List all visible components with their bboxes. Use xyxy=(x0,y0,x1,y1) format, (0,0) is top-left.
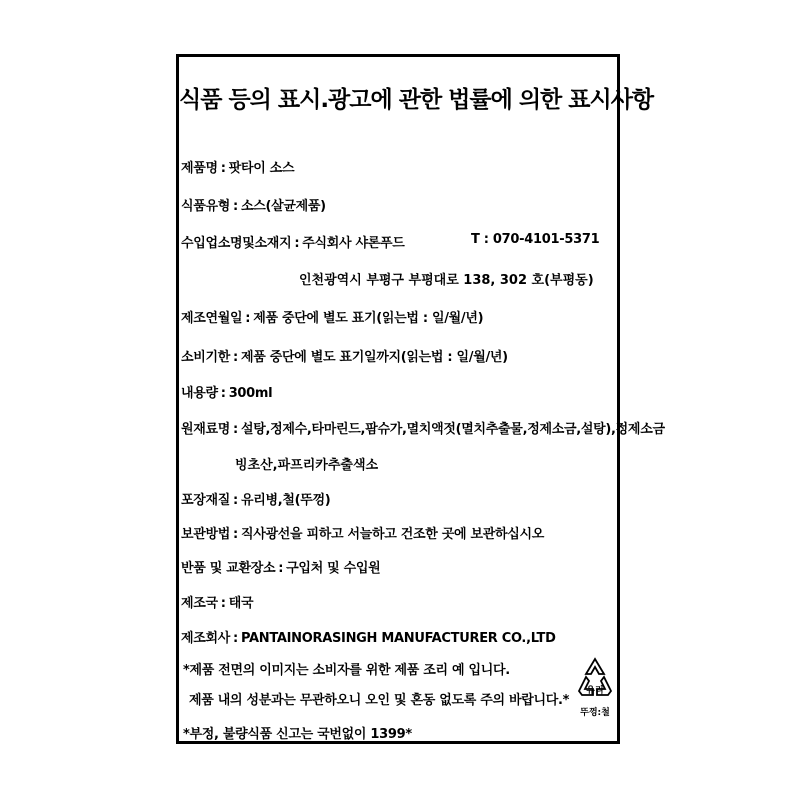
ingredients-value-continued: 빙초산,파프리카추출색소 xyxy=(235,458,379,473)
recycle-mark xyxy=(571,655,619,719)
returns-value: 구입처 및 수입원 xyxy=(286,561,381,576)
importer-phone: T : 070-4101-5371 xyxy=(471,232,600,247)
recycle-bottom-text: 뚜껑:철 xyxy=(580,708,610,718)
origin-row: 제조국 : 태국 xyxy=(181,596,254,611)
manufacturer-value: PANTAINORASINGH MANUFACTURER CO.,LTD xyxy=(240,631,556,646)
origin-label: 제조국 xyxy=(181,596,218,611)
food-label xyxy=(176,54,665,744)
volume-value: 300ml xyxy=(228,386,273,401)
importer-address: 인천광역시 부평구 부평대로 138, 302 호(부평동) xyxy=(299,273,594,288)
packaging-row: 포장재질 : 유리병,철(뚜껑) xyxy=(181,493,331,508)
ingredients-row: 원재료명 : 설탕,정제수,타마린드,팜슈가,멸치액젓(멸치추출물,정제소금,설탕),정제소금 xyxy=(181,422,665,437)
recycle-top-text: 유리 xyxy=(586,686,604,696)
storage-row: 보관방법 : 직사광선을 피하고 서늘하고 건조한 곳에 보관하십시오 xyxy=(181,527,545,542)
expiry-row: 소비기한 : 제품 중단에 별도 표기일까지(읽는법 : 일/월/년) xyxy=(181,350,508,365)
product-name-value: 팟타이 소스 xyxy=(228,161,295,176)
importer-value: 주식회사 샤론푸드 xyxy=(302,236,405,251)
importer-row: 수입업소명및소재지 : 주식회사 샤론푸드 T : 070-4101-5371 xyxy=(181,232,600,251)
manufacture-date-value: 제품 중단에 별도 표기(읽는법 : 일/월/년) xyxy=(253,311,484,326)
product-name-label: 제품명 xyxy=(181,161,218,176)
expiry-label: 소비기한 xyxy=(181,350,231,365)
storage-value: 직사광선을 피하고 서늘하고 건조한 곳에 보관하십시오 xyxy=(240,527,545,542)
storage-label: 보관방법 xyxy=(181,527,231,542)
returns-label: 반품 및 교환장소 xyxy=(181,561,276,576)
ingredients-label: 원재료명 xyxy=(181,422,231,437)
packaging-value: 유리병,철(뚜껑) xyxy=(240,493,331,508)
note-line-1: *제품 전면의 이미지는 소비자를 위한 제품 조리 예 입니다. xyxy=(183,663,510,678)
food-type-row: 식품유형 : 소스(살균제품) xyxy=(181,199,326,214)
expiry-value: 제품 중단에 별도 표기일까지(읽는법 : 일/월/년) xyxy=(240,350,508,365)
manufacturer-row: 제조회사 : PANTAINORASINGH MANUFACTURER CO.,LTD xyxy=(181,631,556,646)
volume-label: 내용량 xyxy=(181,386,218,401)
food-type-value: 소스(살균제품) xyxy=(240,199,326,214)
ingredients-value: 설탕,정제수,타마린드,팜슈가,멸치액젓(멸치추출물,정제소금,설탕),정제소금 xyxy=(240,422,665,437)
importer-label: 수입업소명및소재지 xyxy=(181,236,292,251)
returns-row: 반품 및 교환장소 : 구입처 및 수입원 xyxy=(181,561,381,576)
manufacturer-label: 제조회사 xyxy=(181,631,231,646)
food-type-label: 식품유형 xyxy=(181,199,231,214)
packaging-label: 포장재질 xyxy=(181,493,231,508)
manufacture-date-label: 제조연월일 xyxy=(181,311,243,326)
note-line-3: *부정, 불량식품 신고는 국번없이 1399* xyxy=(183,727,412,742)
origin-value: 태국 xyxy=(228,596,254,611)
product-name-row: 제품명 : 팟타이 소스 xyxy=(181,161,295,176)
label-title: 식품 등의 표시.광고에 관한 법률에 의한 표시사항 xyxy=(179,87,654,113)
volume-row: 내용량 : 300ml xyxy=(181,386,273,401)
manufacture-date-row: 제조연월일 : 제품 중단에 별도 표기(읽는법 : 일/월/년) xyxy=(181,311,484,326)
note-line-2: 제품 내의 성분과는 무관하오니 오인 및 혼동 없도록 주의 바랍니다.* xyxy=(189,693,570,708)
